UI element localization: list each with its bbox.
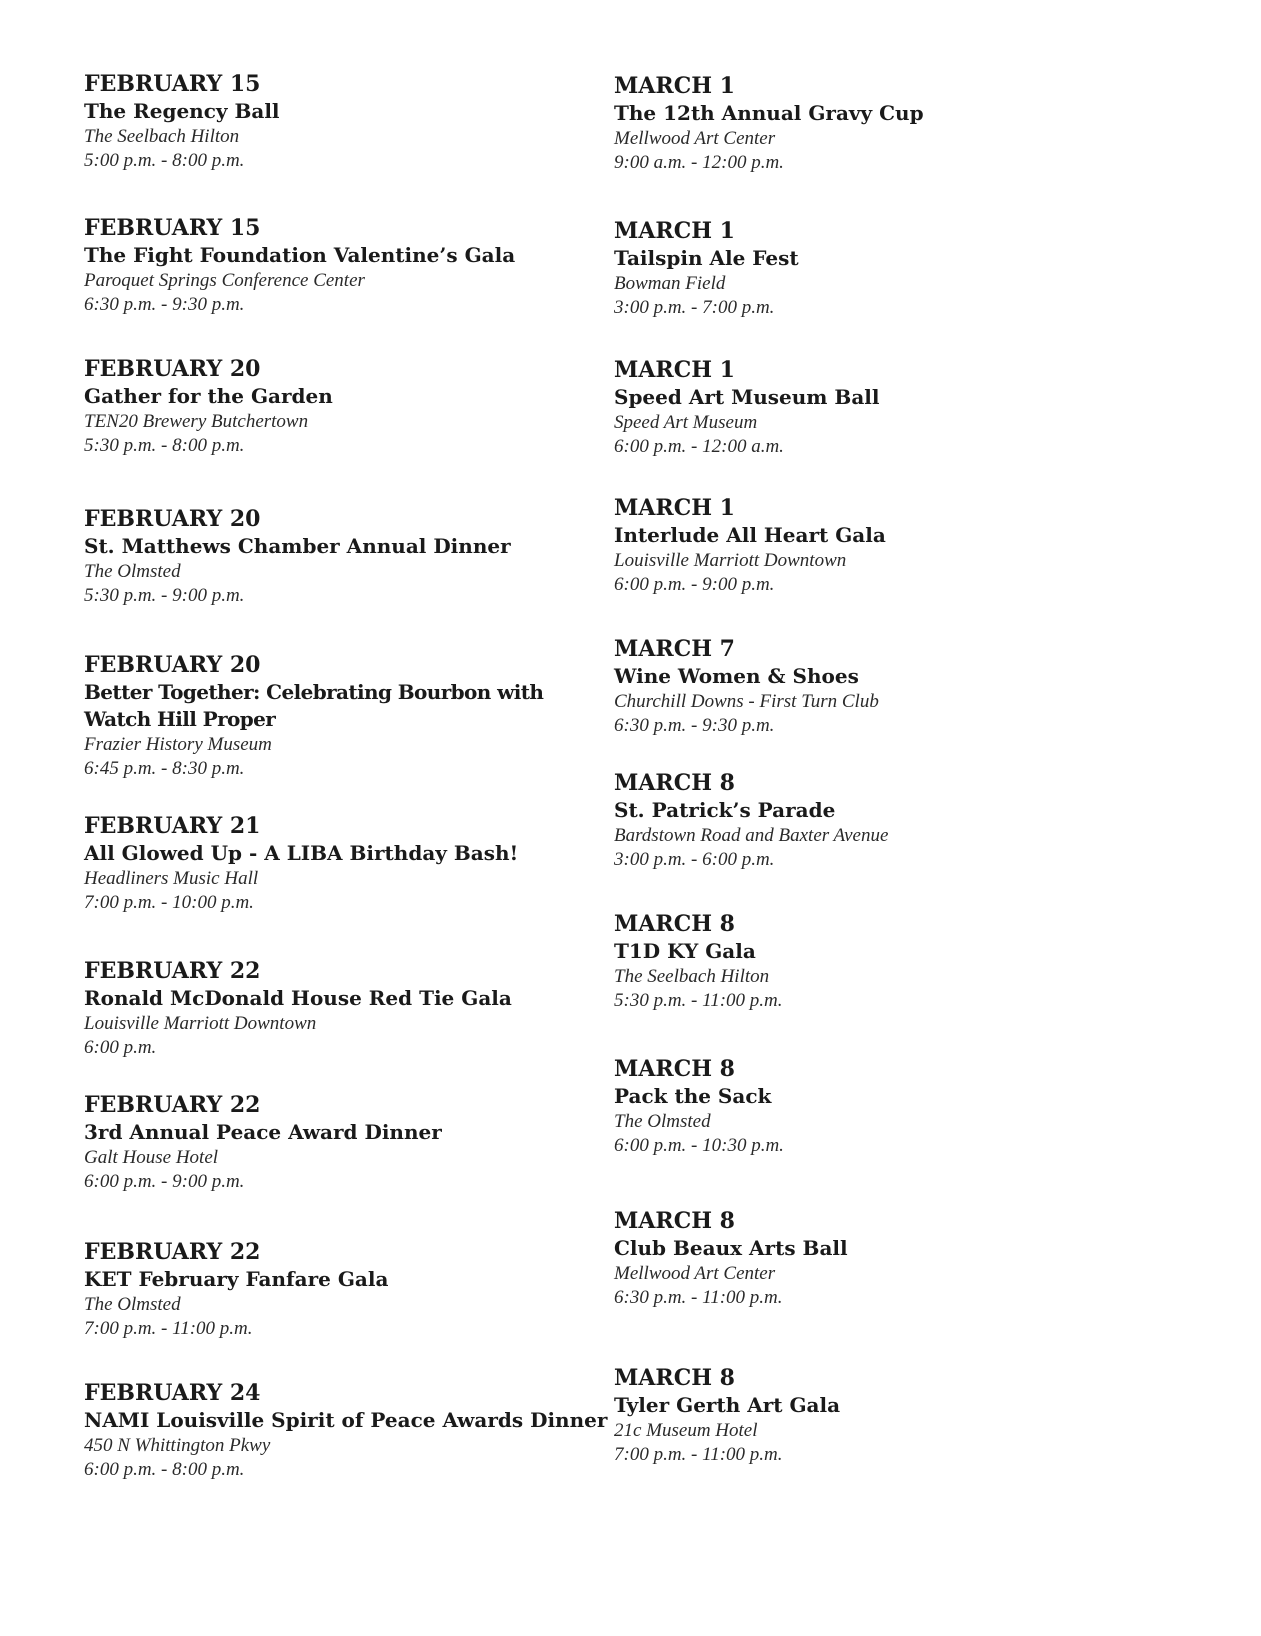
event-title: T1D KY Gala <box>614 939 756 963</box>
event-venue: The Olmsted <box>614 1111 711 1132</box>
event-time: 5:00 p.m. - 8:00 p.m. <box>84 150 245 171</box>
event-item <box>84 1091 442 1194</box>
event-date: FEBRUARY 24 <box>84 1380 261 1406</box>
event-item <box>614 1207 848 1310</box>
event-item <box>84 70 280 173</box>
event-venue: Speed Art Museum <box>614 412 758 433</box>
event-venue: Mellwood Art Center <box>614 128 776 149</box>
event-date: MARCH 1 <box>614 218 735 244</box>
event-date: MARCH 8 <box>614 1056 735 1082</box>
event-venue: The Olmsted <box>84 1294 181 1315</box>
event-title: Gather for the Garden <box>84 384 333 408</box>
event-date: MARCH 8 <box>614 1365 735 1391</box>
event-venue: Galt House Hotel <box>84 1147 219 1168</box>
event-venue: Louisville Marriott Downtown <box>84 1013 317 1034</box>
event-title: Interlude All Heart Gala <box>614 523 886 547</box>
event-venue: Bowman Field <box>614 273 726 294</box>
event-date: FEBRUARY 15 <box>84 71 261 97</box>
event-date: MARCH 1 <box>614 357 735 383</box>
event-venue: 21c Museum Hotel <box>614 1420 758 1441</box>
event-date: MARCH 8 <box>614 911 735 937</box>
event-time: 6:30 p.m. - 9:30 p.m. <box>614 715 775 736</box>
event-date: FEBRUARY 20 <box>84 506 261 532</box>
event-date: MARCH 7 <box>614 636 735 662</box>
event-item <box>614 356 879 459</box>
event-time: 6:00 p.m. - 9:00 p.m. <box>84 1171 245 1192</box>
event-date: FEBRUARY 22 <box>84 1092 261 1118</box>
event-time: 3:00 p.m. - 7:00 p.m. <box>614 297 775 318</box>
event-time: 7:00 p.m. - 11:00 p.m. <box>614 1444 783 1465</box>
event-date: FEBRUARY 22 <box>84 958 261 984</box>
event-title: Better Together: Celebrating Bourbon with Watch Hill Proper <box>84 680 544 731</box>
event-item <box>84 1238 388 1341</box>
event-time: 6:00 p.m. - 9:00 p.m. <box>614 574 775 595</box>
event-venue: 450 N Whittington Pkwy <box>84 1435 271 1456</box>
event-time: 5:30 p.m. - 9:00 p.m. <box>84 585 245 606</box>
event-item <box>84 957 512 1060</box>
event-time: 7:00 p.m. - 11:00 p.m. <box>84 1318 253 1339</box>
event-time: 6:30 p.m. - 11:00 p.m. <box>614 1287 783 1308</box>
event-item <box>614 72 924 175</box>
event-date: FEBRUARY 20 <box>84 652 261 678</box>
event-item <box>614 494 886 597</box>
event-date: MARCH 8 <box>614 770 735 796</box>
event-time: 6:30 p.m. - 9:30 p.m. <box>84 294 245 315</box>
event-venue: Paroquet Springs Conference Center <box>84 270 365 291</box>
event-item <box>84 355 333 458</box>
event-item <box>614 910 783 1013</box>
event-venue: Bardstown Road and Baxter Avenue <box>614 825 889 846</box>
event-date: FEBRUARY 20 <box>84 356 261 382</box>
event-time: 6:45 p.m. - 8:30 p.m. <box>84 758 245 779</box>
event-item <box>614 1055 784 1158</box>
event-time: 6:00 p.m. - 10:30 p.m. <box>614 1135 784 1156</box>
event-time: 3:00 p.m. - 6:00 p.m. <box>614 849 775 870</box>
event-title: Tyler Gerth Art Gala <box>614 1393 841 1417</box>
event-time: 7:00 p.m. - 10:00 p.m. <box>84 892 254 913</box>
event-title: St. Patrick’s Parade <box>614 798 836 822</box>
event-time: 5:30 p.m. - 8:00 p.m. <box>84 435 245 456</box>
event-venue: Frazier History Museum <box>84 734 272 755</box>
event-time: 6:00 p.m. - 8:00 p.m. <box>84 1459 245 1480</box>
event-title: Speed Art Museum Ball <box>614 385 880 409</box>
event-item <box>84 812 518 915</box>
event-item <box>84 214 515 317</box>
event-date: MARCH 1 <box>614 73 735 99</box>
event-title: NAMI Louisville Spirit of Peace Awards Dinner <box>84 1408 608 1432</box>
event-date: FEBRUARY 15 <box>84 215 261 241</box>
event-item <box>614 635 879 738</box>
event-title: The 12th Annual Gravy Cup <box>614 101 924 125</box>
event-venue: The Seelbach Hilton <box>84 126 240 147</box>
event-title: Pack the Sack <box>614 1084 772 1108</box>
event-item <box>84 651 584 781</box>
event-title: St. Matthews Chamber Annual Dinner <box>84 534 511 558</box>
event-venue: TEN20 Brewery Butchertown <box>84 411 309 432</box>
event-title: 3rd Annual Peace Award Dinner <box>84 1120 442 1144</box>
event-item <box>614 1364 840 1467</box>
event-date: FEBRUARY 21 <box>84 813 261 839</box>
event-item <box>614 217 799 320</box>
event-venue: Mellwood Art Center <box>614 1263 776 1284</box>
event-item <box>84 505 511 608</box>
event-date: FEBRUARY 22 <box>84 1239 261 1265</box>
event-item <box>614 769 888 872</box>
event-title: All Glowed Up - A LIBA Birthday Bash! <box>84 841 519 865</box>
event-venue: Louisville Marriott Downtown <box>614 550 847 571</box>
event-item <box>84 1379 607 1482</box>
event-title: KET February Fanfare Gala <box>84 1267 389 1291</box>
event-title: Wine Women & Shoes <box>614 664 859 688</box>
event-venue: Churchill Downs - First Turn Club <box>614 691 879 712</box>
event-title: The Regency Ball <box>84 99 280 123</box>
event-date: MARCH 1 <box>614 495 735 521</box>
event-time: 6:00 p.m. - 12:00 a.m. <box>614 436 784 457</box>
event-venue: Headliners Music Hall <box>84 868 259 889</box>
event-venue: The Seelbach Hilton <box>614 966 770 987</box>
event-time: 6:00 p.m. <box>84 1037 157 1058</box>
event-title: Tailspin Ale Fest <box>614 246 799 270</box>
event-title: Club Beaux Arts Ball <box>614 1236 848 1260</box>
event-time: 9:00 a.m. - 12:00 p.m. <box>614 152 784 173</box>
event-time: 5:30 p.m. - 11:00 p.m. <box>614 990 783 1011</box>
event-title: Ronald McDonald House Red Tie Gala <box>84 986 512 1010</box>
event-date: MARCH 8 <box>614 1208 735 1234</box>
event-title: The Fight Foundation Valentine’s Gala <box>84 243 516 267</box>
event-venue: The Olmsted <box>84 561 181 582</box>
